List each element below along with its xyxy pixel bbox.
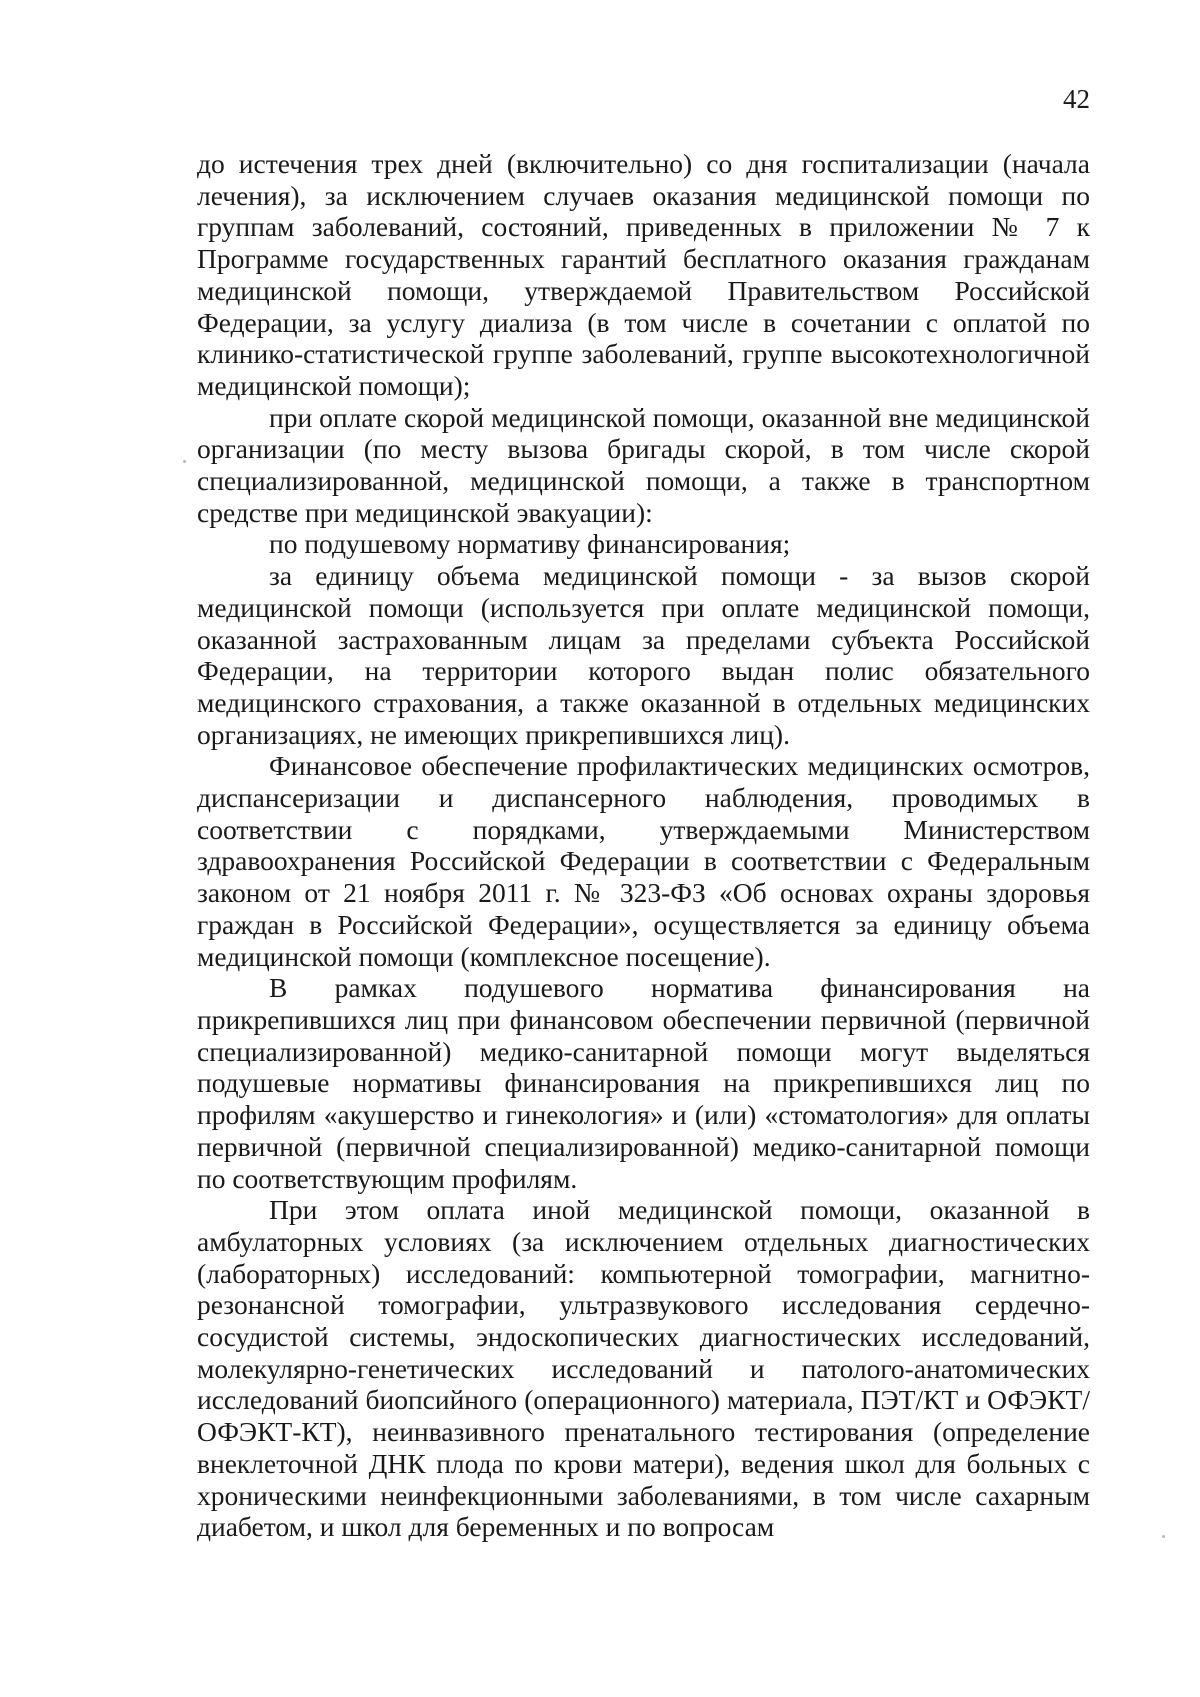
paragraph-ambulance-payment: при оплате скорой медицинской помощи, оказанной вне медицинской организации (по месту вызова бригады скорой, в том числе скорой специализированной, медицинской помощи, а также в транспортном средстве при медицинской эвакуации): — [197, 401, 1090, 528]
paragraph-per-capita-profiles: В рамках подушевого норматива финансирования на прикрепившихся лиц при финансовом обеспечении первичной (первичной специализированной) медико-санитарной помощи могут выделяться подушевые нормативы финансирования на прикрепившихся лиц по профилям «акушерство и гинекология» и (или) «стоматология» для оплаты первичной (первичной специализированной) медико-санитарной помощи по соответствующим профилям. — [197, 972, 1090, 1194]
paragraph-preventive-exams: Финансовое обеспечение профилактических медицинских осмотров, диспансеризации и диспансерного наблюдения, проводимых в соответствии с порядками, утверждаемыми Министерством здравоохранения Российской Федерации в соответствии с Федеральным законом от 21 ноября 2011 г. № 323-ФЗ «Об основах охраны здоровья граждан в Российской Федерации», осуществляется за единицу объема медицинской помощи (комплексное посещение). — [197, 750, 1090, 972]
document-body — [197, 148, 1090, 1543]
scan-speck — [183, 460, 186, 463]
paragraph-per-call: за единицу объема медицинской помощи - за вызов скорой медицинской помощи (используется при оплате медицинской помощи, оказанной застрахованным лицам за пределами субъекта Российской Федерации, на территории которого выдан полис обязательного медицинского страхования, а также оказанной в отдельных медицинских организациях, не имеющих прикрепившихся лиц). — [197, 560, 1090, 750]
scan-speck — [1162, 1535, 1165, 1538]
paragraph-outpatient-payment: При этом оплата иной медицинской помощи, оказанной в амбулаторных условиях (за исключением отдельных диагностических (лабораторных) исследований: компьютерной томографии, магнитно-резонансной томографии, ультразвукового исследования сердечно-сосудистой системы, эндоскопических диагностических исследований, молекулярно-генетических исследований и патолого-анатомических исследований биопсийного (операционного) материала, ПЭТ/КТ и ОФЭКТ/ОФЭКТ-КТ), неинвазивного пренатального тестирования (определение внеклеточной ДНК плода по крови матери), ведения школ для больных с хроническими неинфекционными заболеваниями, в том числе сахарным диабетом, и школ для беременных и по вопросам — [197, 1194, 1090, 1543]
paragraph-per-capita: по подушевому нормативу финансирования; — [269, 528, 791, 560]
page-number: 42 — [1063, 84, 1090, 114]
paragraph-continuation: до истечения трех дней (включительно) со дня госпитализации (начала лечения), за исключением случаев оказания медицинской помощи по группам заболеваний, состояний, приведенных в приложении № 7 к Программе государственных гарантий бесплатного оказания гражданам медицинской помощи, утверждаемой Правительством Российской Федерации, за услугу диализа (в том числе в сочетании с оплатой по клинико-статистической группе заболеваний, группе высокотехнологичной медицинской помощи); — [197, 148, 1090, 401]
